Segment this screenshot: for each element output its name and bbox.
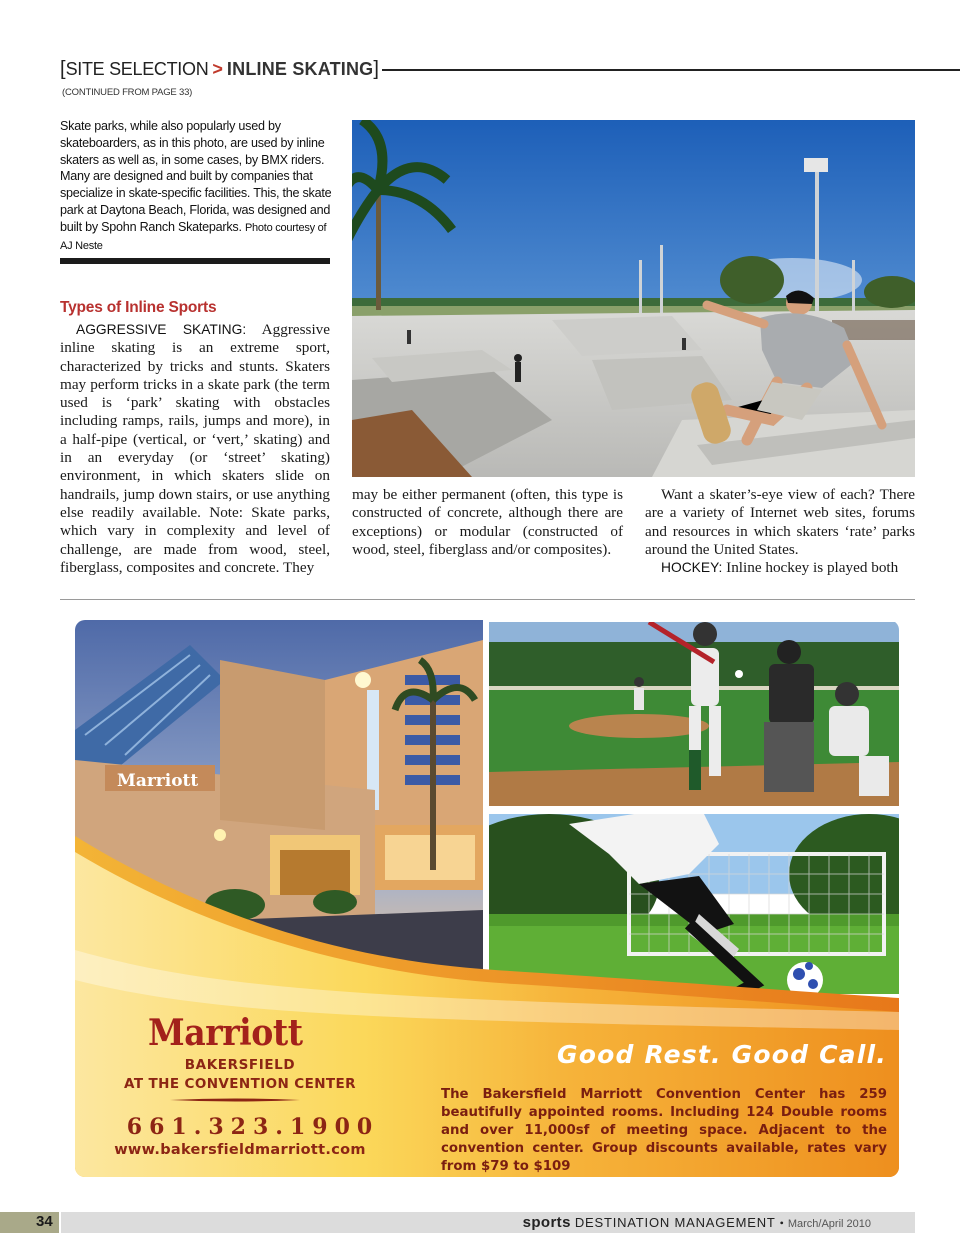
caption-rule (60, 258, 330, 264)
photo-caption (60, 118, 332, 254)
ad-swoosh (170, 1098, 300, 1102)
hotel-sign-text: Marriott (117, 771, 199, 791)
page-number: 34 (36, 1213, 53, 1230)
caption-text: Skate parks, while also popularly used by skateboarders, as in this photo, are used by inline skaters as well as, in some cases, by BMX riders. Many are designed and built by companies that specialize in skate-specific facilities. This, the skate park at Daytona Beach, Florida, was designed and built by Spohn Ranch Skateparks. (60, 119, 332, 234)
ad-phone-number[interactable]: 661.323.1900 (126, 1114, 380, 1140)
ad-website-link[interactable]: www.bakersfieldmarriott.com (114, 1142, 366, 1158)
page-footer (0, 1212, 960, 1233)
hockey-paragraph (645, 559, 915, 577)
footer-bullet: • (779, 1216, 784, 1230)
runin-aggressive-skating: AGGRESSIVE SKATING: (76, 322, 247, 337)
article-divider (60, 599, 915, 600)
runin-hockey: HOCKEY: (661, 560, 723, 576)
header-close-bracket: ] (373, 58, 379, 80)
paragraph-text: Aggressive inline skating is an extreme sport, characterized by tricks and stunts. Skaters may perform tricks in a skate park (the term used is ‘park’ skating with obstacles including ramps, rails, jumps and more), in a half-pipe (vertical, or ‘vert,’ skating) and in an everyday (or ‘street’ skating) environment, in which skaters slide on handrails, jump down stairs, or use anything else readily available. Note: Skate parks, which vary in complexity and level of challenge, are made from wood, steel, fiberglass, composites and concrete. They (60, 321, 330, 576)
marriott-advertisement (75, 620, 899, 1177)
ad-city-line-1: BAKERSFIELD (184, 1057, 296, 1073)
issue-date: March/April 2010 (787, 1218, 871, 1230)
web-sites-paragraph: Want a skater’s-eye view of each? There are a variety of Internet web sites, forums and resources in which skaters ‘rate’ parks around the United States. (645, 486, 915, 558)
publication-brand-rest: DESTINATION MANAGEMENT (574, 1215, 776, 1230)
article-column-1 (60, 321, 330, 577)
footer-bar (61, 1212, 915, 1233)
ad-body-copy: The Bakersfield Marriott Convention Center has 259 beautifully appointed rooms. Including 124 Double rooms and over 11,000sf of meeting space. Adjacent to the convention center. Group discounts available, rates vary from $79 to $109 (441, 1087, 887, 1174)
paragraph-text: Inline hockey is played both (722, 559, 899, 577)
article-column-2 (352, 486, 623, 559)
article-column-3 (645, 486, 915, 577)
topic-label: INLINE SKATING (226, 59, 374, 79)
section-label: SITE SELECTION (65, 59, 209, 79)
skate-park-photo (352, 120, 915, 477)
photo-credit: Photo courtesy of AJ Neste (60, 221, 327, 252)
marriott-logo: Marriott (148, 1012, 303, 1054)
header-rule (382, 69, 960, 71)
ad-city-line-2: AT THE CONVENTION CENTER (124, 1076, 356, 1092)
continued-note: (CONTINUED FROM PAGE 33) (62, 87, 193, 98)
header-open-bracket: [ (60, 58, 66, 80)
aggressive-skating-paragraph (60, 321, 330, 577)
ad-tagline: Good Rest. Good Call. (557, 1040, 887, 1069)
section-header (60, 58, 960, 82)
header-separator: > (212, 59, 223, 79)
section-subhead: Types of Inline Sports (60, 299, 217, 316)
publication-brand-bold: sports (522, 1214, 571, 1231)
publication-name (523, 1214, 871, 1232)
paragraph-continuation: may be either permanent (often, this type is constructed of concrete, although there are exceptions) or modular (constructed of wood, steel, fiberglass and/or composites). (352, 486, 623, 558)
